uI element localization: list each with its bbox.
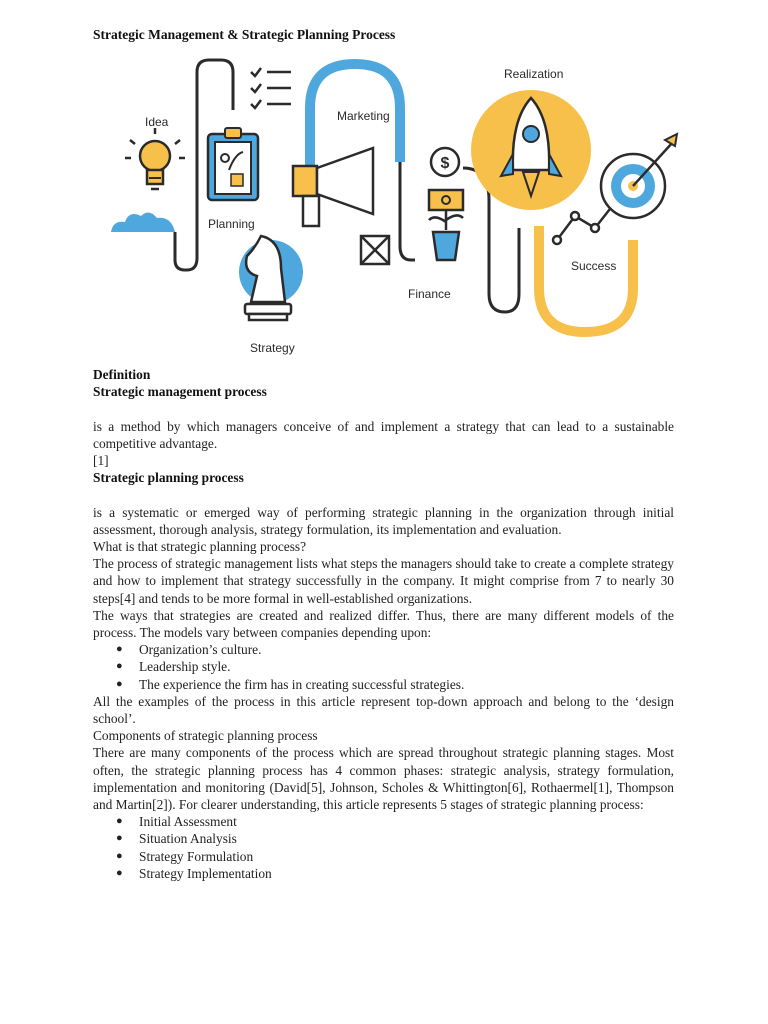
label-planning: Planning: [208, 217, 255, 231]
bullet-icon: ●: [116, 660, 123, 673]
label-success: Success: [571, 259, 617, 273]
label-realization: Realization: [504, 67, 564, 81]
bullet-icon: ●: [116, 832, 123, 845]
paragraph-4: There are many components of the process which are spread throughout strategic planning stages. Most often, the strategic planning process has 4 common phases: strategic analysis, strategy formulation, implementation and monitoring (David[5], Johnson, Scholes & Whittington[6], Rothaermel[1], Thompson and Martin[2]). For clearer understanding, this article represents 5 stages of strategic planning process:: [93, 745, 674, 813]
bullet-list-2: [93, 813, 674, 882]
reference-1: [1]: [93, 453, 109, 468]
bullet-icon: ●: [116, 866, 123, 879]
bullet-list-1: [93, 641, 674, 693]
bullet-icon: ●: [116, 849, 123, 862]
smp-text: is a method by which managers conceive of and implement a strategy that can lead to a sustainable competitive advantage.: [93, 418, 674, 451]
paragraph-1: The process of strategic management lists what steps the managers should take to create a complete strategy and how to implement that strategy successfully in the company. It might comprise from 7 to nearly 30 steps[4] and tends to be more formal in well-established organizations.: [93, 556, 674, 606]
target-icon: [601, 134, 677, 218]
box-icon: [361, 236, 389, 264]
components-heading: Components of strategic planning process: [93, 728, 318, 744]
label-strategy: Strategy: [250, 341, 295, 355]
smp-heading: Strategic management process: [93, 384, 267, 400]
process-illustration: [105, 50, 695, 360]
process-illustration-svg: [105, 50, 695, 360]
document-title: Strategic Management & Strategic Planning Process: [93, 27, 396, 42]
lightbulb-icon: [125, 128, 185, 189]
list-item: ● Strategy Formulation: [116, 848, 254, 864]
question-heading: What is that strategic planning process?: [93, 539, 307, 554]
list-item: ● Initial Assessment: [116, 814, 237, 830]
list-item: ● Leadership style.: [116, 659, 231, 675]
label-idea: Idea: [145, 115, 169, 129]
checklist-icon: [251, 68, 291, 108]
list-item: ● Strategy Implementation: [116, 865, 272, 881]
clipboard-icon: [208, 128, 258, 200]
paragraph-2: The ways that strategies are created and realized differ. Thus, there are many different models of the process. The models vary between companies depending upon:: [93, 607, 674, 641]
label-marketing: Marketing: [337, 109, 390, 123]
label-finance: Finance: [408, 287, 451, 301]
bullet-icon: ●: [116, 677, 123, 690]
dollar-coin-icon: [431, 148, 459, 176]
list-item: ● Situation Analysis: [116, 831, 237, 847]
list-item: ● Organization’s culture.: [116, 642, 262, 658]
cloud-icon: [111, 212, 175, 232]
chess-knight-icon: [239, 236, 303, 320]
finance-path-line: [400, 162, 415, 260]
bullet-icon: ●: [116, 815, 123, 828]
list-item: ● The experience the firm has in creating successful strategies.: [116, 676, 465, 692]
spp-heading: Strategic planning process: [93, 470, 244, 486]
money-plant-icon: [429, 190, 463, 260]
svg-text:$: $: [440, 155, 450, 172]
spp-text: is a systematic or emerged way of performing strategic planning in the organization through initial assessment, thorough analysis, strategy formulation, its implementation and evaluation.: [93, 504, 674, 537]
definition-heading: Definition: [93, 367, 151, 382]
bullet-icon: ●: [116, 643, 123, 656]
paragraph-3: All the examples of the process in this article represent top-down approach and belong to the ‘design school’.: [93, 693, 674, 727]
document-body: [93, 366, 674, 882]
